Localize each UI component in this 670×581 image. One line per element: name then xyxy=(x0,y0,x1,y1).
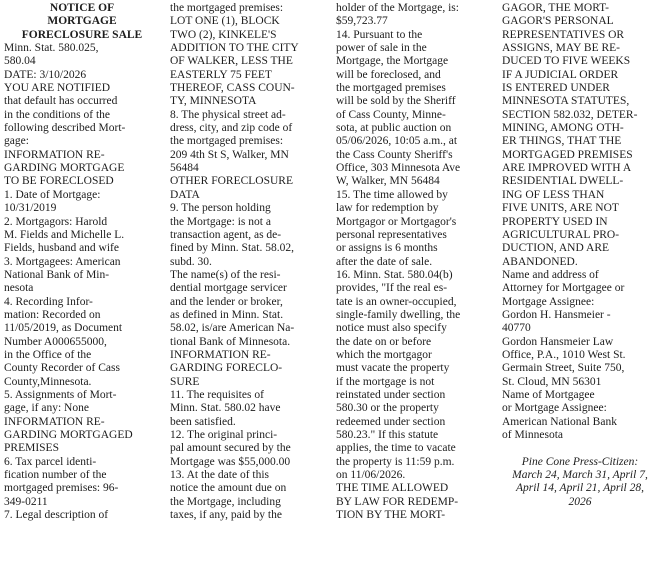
notice-text-line: tate is an owner-occupied, xyxy=(336,295,457,308)
notice-text-line: ABANDONED. xyxy=(502,255,578,268)
notice-text-line: dress, city, and zip code of xyxy=(170,122,293,135)
notice-text-line: fication number of the xyxy=(4,469,107,482)
notice-text-line: pal amount secured by the xyxy=(170,442,291,455)
notice-text-line: will be sold by the Sheriff xyxy=(336,95,456,108)
notice-text-line: Minn. Stat. 580.02 have xyxy=(170,402,281,415)
notice-text-line: on 11/06/2026. xyxy=(336,469,406,482)
notice-text-line: DATA xyxy=(170,188,200,201)
notice-text-line: been satisfied. xyxy=(170,415,236,428)
notice-column-3 xyxy=(336,2,492,581)
notice-text-line: power of sale in the xyxy=(336,42,427,55)
notice-text-line: YOU ARE NOTIFIED xyxy=(4,82,111,95)
notice-text-line: 58.02, is/are American Na- xyxy=(170,322,295,335)
notice-text-line: EASTERLY 75 FEET xyxy=(170,68,272,81)
notice-text-line: Germain Street, Suite 750, xyxy=(502,362,625,375)
notice-text-line: 05/06/2026, 10:05 a.m., at xyxy=(336,135,458,148)
notice-text-line: 16. Minn. Stat. 580.04(b) xyxy=(336,268,453,281)
notice-text-line: W, Walker, MN 56484 xyxy=(336,175,440,188)
notice-text-line: GARDING FORECLO- xyxy=(170,362,283,375)
notice-text-line: The name(s) of the resi- xyxy=(170,268,281,281)
notice-column-2 xyxy=(170,2,326,581)
notice-text-line: Mortgage Assignee: xyxy=(502,295,595,308)
notice-text-line: transaction agent, as de- xyxy=(170,228,282,241)
notice-text-line: as defined in Minn. Stat. xyxy=(170,308,284,321)
notice-text-line: Pine Cone Press-Citizen: xyxy=(521,455,639,468)
notice-text-line: 10/31/2019 xyxy=(4,202,57,215)
notice-text-line: nesota xyxy=(4,282,34,295)
notice-text-line: ARE IMPROVED WITH A xyxy=(502,162,632,175)
notice-text-line: if the mortgage is not xyxy=(336,375,435,388)
notice-text-line: holder of the Mortgage, is: xyxy=(336,2,459,14)
notice-text-line: 13. At the date of this xyxy=(170,469,270,482)
notice-text-line: ER THINGS, THAT THE xyxy=(502,135,622,148)
notice-text-line: the property is 11:59 p.m. xyxy=(336,455,455,468)
notice-text-line: 8. The physical street ad- xyxy=(170,108,286,121)
notice-text-line: SECTION 582.032, DETER- xyxy=(502,108,638,121)
notice-text-line: and the lender or broker, xyxy=(170,295,283,308)
notice-text-line: REPRESENTATIVES OR xyxy=(502,28,625,41)
notice-text-line: NOTICE OF xyxy=(49,2,115,14)
notice-text-line: gage: xyxy=(4,135,29,148)
notice-text-line: 7. Legal description of xyxy=(4,509,109,522)
notice-text-line: tional Bank of Minnesota. xyxy=(170,335,291,348)
notice-text-line: Mortgage was $55,000.00 xyxy=(170,455,291,468)
notice-text-line: FIVE UNITS, ARE NOT xyxy=(502,202,619,215)
notice-text-line: 580.23." If this statute xyxy=(336,429,439,441)
notice-text-line: following described Mort- xyxy=(4,122,126,135)
notice-text-line: the mortgaged premises: xyxy=(170,135,284,148)
notice-text-line: will be foreclosed, and xyxy=(336,68,441,81)
notice-text-line: THEREOF, CASS COUN- xyxy=(170,82,295,95)
notice-text-line: 40770 xyxy=(502,322,531,335)
notice-text-line: which the mortgagor xyxy=(336,348,432,361)
notice-text-line: 9. The person holding xyxy=(170,202,271,215)
notice-column-1 xyxy=(4,2,160,581)
notice-text-line: Office, P.A., 1010 West St. xyxy=(502,348,626,361)
notice-text-line: April 14, April 21, April 28, xyxy=(515,482,644,495)
notice-text-line: 6. Tax parcel identi- xyxy=(4,455,97,468)
notice-text-line: 11/05/2019, as Document xyxy=(4,322,123,335)
notice-text-line: provides, "If the real es- xyxy=(336,282,448,295)
notice-text-line: mortgaged premises: 96- xyxy=(4,482,119,495)
notice-text-line: TION BY THE MORT- xyxy=(336,509,446,522)
notice-text-line: FORECLOSURE SALE xyxy=(21,28,143,41)
notice-text-line: TO BE FORECLOSED xyxy=(4,175,114,188)
notice-text-line: the mortgaged premises: xyxy=(170,2,284,14)
notice-text-line: St. Cloud, MN 56301 xyxy=(502,375,602,388)
notice-text-line: OTHER FORECLOSURE xyxy=(170,175,293,188)
notice-text-line: MORTGAGED PREMISES xyxy=(502,148,633,161)
notice-text-line: the Mortgage: is not a xyxy=(170,215,271,228)
notice-text-line: that default has occurred xyxy=(4,95,118,108)
notice-text-line: MINNESOTA STATUTES, xyxy=(502,95,630,108)
notice-text-line: TWO (2), KINKELE'S xyxy=(170,28,277,41)
notice-text-line: the mortgaged premises xyxy=(336,82,446,95)
notice-text-line: reinstated under section xyxy=(336,388,446,401)
notice-text-line: single-family dwelling, the xyxy=(336,308,461,321)
notice-text-line: RESIDENTIAL DWELL- xyxy=(502,175,624,188)
notice-text-line: personal representatives xyxy=(336,228,447,241)
notice-text-line: 11. The requisites of xyxy=(170,388,264,401)
notice-text-line: GAGOR, THE MORT- xyxy=(502,2,609,14)
notice-text-line: the Cass County Sheriff's xyxy=(336,148,453,161)
notice-text-line: IF A JUDICIAL ORDER xyxy=(502,68,619,81)
notice-text-line: MINING, AMONG OTH- xyxy=(502,122,624,135)
notice-text-line: must vacate the property xyxy=(336,362,450,375)
notice-text-line: after the date of sale. xyxy=(336,255,433,268)
notice-text-line: dential mortgage servicer xyxy=(170,282,287,295)
notice-text-line: subd. 30. xyxy=(170,255,212,268)
notice-text-line: INFORMATION RE- xyxy=(170,348,271,361)
notice-text-line: Fields, husband and wife xyxy=(4,242,119,255)
notice-text-line: notice must also specify xyxy=(336,322,447,335)
notice-text-line: Name of Mortgagee xyxy=(502,388,595,401)
notice-text-line: 15. The time allowed by xyxy=(336,188,448,201)
notice-text-line: American National Bank xyxy=(502,415,617,428)
notice-text-line: 56484 xyxy=(170,162,199,175)
notice-text-line: PREMISES xyxy=(4,442,59,455)
notice-text-line: notice the amount due on xyxy=(170,482,287,495)
notice-text-line: 580.04 xyxy=(4,55,36,68)
notice-text-line: $59,723.77 xyxy=(336,15,388,28)
notice-text-line: 3. Mortgagees: American xyxy=(4,255,121,268)
notice-text-line: 209 4th St S, Walker, MN xyxy=(170,148,289,161)
notice-text-line: or Mortgage Assignee: xyxy=(502,402,607,415)
notice-text-line: 349-0211 xyxy=(4,495,48,508)
notice-text-line: DUCTION, AND ARE xyxy=(502,242,610,255)
notice-text-line: DATE: 3/10/2026 xyxy=(4,68,87,81)
notice-text-line: or assigns is 6 months xyxy=(336,242,438,255)
notice-text-line: of Minnesota xyxy=(502,429,564,441)
notice-text-line: 14. Pursuant to the xyxy=(336,28,423,41)
notice-text-line: 12. The original princi- xyxy=(170,429,278,441)
notice-text-line: M. Fields and Michelle L. xyxy=(4,228,125,241)
notice-text-line: Number A000655000, xyxy=(4,335,107,348)
notice-text-line: redeemed under section xyxy=(336,415,446,428)
notice-text-line: taxes, if any, paid by the xyxy=(170,509,282,522)
notice-text-line: sota, at public auction on xyxy=(336,122,452,135)
notice-text-line: GAGOR'S PERSONAL xyxy=(502,15,614,28)
notice-text-line: PROPERTY USED IN xyxy=(502,215,608,228)
notice-text-line: TY, MINNESOTA xyxy=(170,95,257,108)
notice-text-line: 580.30 or the property xyxy=(336,402,439,415)
notice-text-line: Attorney for Mortgagee or xyxy=(502,282,625,295)
notice-column-4 xyxy=(502,2,658,581)
notice-text-line: MORTGAGE xyxy=(47,15,117,28)
notice-text-line: INFORMATION RE- xyxy=(4,148,105,161)
notice-text-line: DUCED TO FIVE WEEKS xyxy=(502,55,631,68)
notice-text-line: OF WALKER, LESS THE xyxy=(170,55,293,68)
notice-text-line: County Recorder of Cass xyxy=(4,362,120,375)
notice-text-line: AGRICULTURAL PRO- xyxy=(502,228,620,241)
notice-text-line xyxy=(502,442,658,455)
notice-text-line: mation: Recorded on xyxy=(4,308,101,321)
notice-text-line: of Cass County, Minne- xyxy=(336,108,446,121)
notice-text-line: ING OF LESS THAN xyxy=(502,188,605,201)
notice-text-line: 2026 xyxy=(568,495,592,508)
notice-text-line: fined by Minn. Stat. 58.02, xyxy=(170,242,294,255)
notice-text-line: ADDITION TO THE CITY xyxy=(170,42,299,55)
notice-text-line: Mortgagor or Mortgagor's xyxy=(336,215,457,228)
notice-text-line: THE TIME ALLOWED xyxy=(336,482,449,495)
notice-text-line: GARDING MORTGAGED xyxy=(4,429,133,441)
notice-text-line: March 24, March 31, April 7, xyxy=(512,469,648,482)
notice-text-line: gage, if any: None xyxy=(4,402,89,415)
notice-text-line: GARDING MORTGAGE xyxy=(4,162,125,175)
notice-text-line: 2. Mortgagors: Harold xyxy=(4,215,108,228)
notice-text-line: applies, the time to vacate xyxy=(336,442,456,455)
notice-text-line: BY LAW FOR REDEMP- xyxy=(336,495,459,508)
notice-text-line: the Mortgage, including xyxy=(170,495,281,508)
notice-text-line: Gordon Hansmeier Law xyxy=(502,335,614,348)
notice-text-line: National Bank of Min- xyxy=(4,268,110,281)
notice-text-line: Office, 303 Minnesota Ave xyxy=(336,162,461,175)
notice-text-line: 5. Assignments of Mort- xyxy=(4,388,117,401)
notice-text-line: Mortgage, the Mortgage xyxy=(336,55,449,68)
notice-text-line: Name and address of xyxy=(502,268,599,281)
notice-text-line: SURE xyxy=(170,375,200,388)
notice-text-line: in the conditions of the xyxy=(4,108,111,121)
notice-text-line: 1. Date of Mortgage: xyxy=(4,188,101,201)
notice-text-line: law for redemption by xyxy=(336,202,439,215)
notice-text-line: County,Minnesota. xyxy=(4,375,92,388)
notice-text-line: Minn. Stat. 580.025, xyxy=(4,42,99,55)
notice-text-line: IS ENTERED UNDER xyxy=(502,82,610,95)
notice-text-line: the date on or before xyxy=(336,335,432,348)
notice-text-line: ASSIGNS, MAY BE RE- xyxy=(502,42,621,55)
notice-text-line: LOT ONE (1), BLOCK xyxy=(170,15,280,28)
notice-text-line: 4. Recording Infor- xyxy=(4,295,93,308)
notice-text-line: Gordon H. Hansmeier - xyxy=(502,308,611,321)
notice-text-line: in the Office of the xyxy=(4,348,92,361)
notice-text-line: INFORMATION RE- xyxy=(4,415,105,428)
